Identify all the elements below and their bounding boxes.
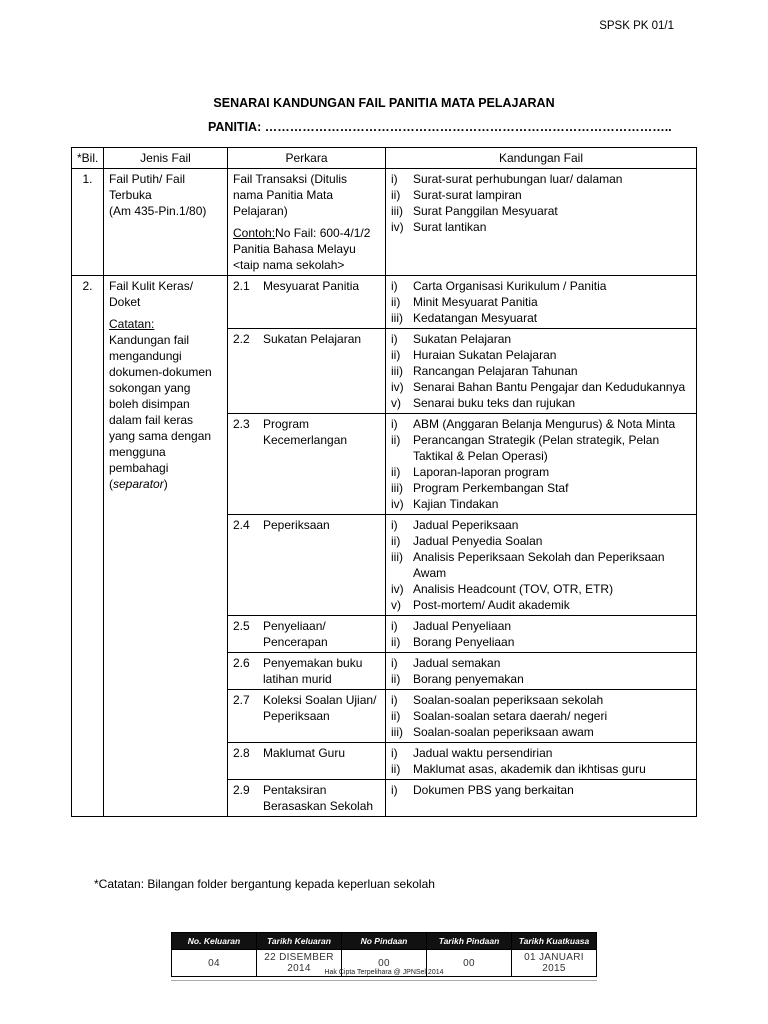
item-text: Jadual Peperiksaan: [413, 518, 519, 532]
list-item: [391, 708, 691, 724]
list-item: [391, 724, 691, 740]
item-numeral: ii): [391, 465, 401, 479]
section-number: 2.8: [233, 746, 250, 760]
row2-jenis-text: Fail Kulit Keras/ Doket: [109, 279, 194, 309]
row1-jenis: [104, 169, 228, 276]
list-item: [391, 331, 691, 347]
list-item: [391, 219, 691, 235]
item-numeral: iii): [391, 364, 403, 378]
list-item: [391, 761, 691, 777]
item-text: Senarai buku teks dan rujukan: [413, 396, 576, 410]
document-code: SPSK PK 01/1: [599, 20, 674, 32]
catatan-label: Catatan:: [109, 317, 155, 331]
item-text: Carta Organisasi Kurikulum / Panitia: [413, 279, 607, 293]
contents-table: [71, 147, 697, 817]
item-text: Huraian Sukatan Pelajaran: [413, 348, 557, 362]
section-title: Program Kecemerlangan: [263, 417, 348, 447]
row2-jenis: [104, 276, 228, 780]
section-perkara: [228, 616, 386, 653]
control-value: 04: [172, 950, 257, 977]
item-text: Perancangan Strategik (Pelan strategik, Pelan Taktikal & Pelan Operasi): [413, 433, 660, 463]
item-text: Senarai Bahan Bantu Pengajar dan Kedudukannya: [413, 380, 686, 394]
control-header: Tarikh Pindaan: [427, 933, 512, 950]
item-text: Kedatangan Mesyuarat: [413, 311, 538, 325]
item-numeral: i): [391, 417, 398, 431]
item-numeral: iv): [391, 497, 404, 511]
list-item: [391, 379, 691, 395]
item-text: Program Perkembangan Staf: [413, 481, 569, 495]
section-number: 2.9: [233, 783, 250, 797]
item-text: Post-mortem/ Audit akademik: [413, 598, 570, 612]
item-numeral: ii): [391, 295, 401, 309]
item-text: Rancangan Pelajaran Tahunan: [413, 364, 578, 378]
item-numeral: iii): [391, 550, 403, 564]
section-kandungan: [386, 743, 697, 780]
control-value: 22 DISEMBER 2014: [257, 950, 342, 977]
item-text: Jadual semakan: [413, 656, 501, 670]
section-title: Penyeliaan/ Pencerapan: [263, 619, 328, 649]
footnote: *Catatan: Bilangan folder bergantung kepada keperluan sekolah: [94, 877, 435, 891]
list-item: [391, 655, 691, 671]
item-text: Borang penyemakan: [413, 672, 524, 686]
section-title: Koleksi Soalan Ujian/ Peperiksaan: [263, 693, 377, 723]
list-item: [391, 782, 691, 798]
item-numeral: i): [391, 619, 398, 633]
header-perkara: Perkara: [228, 148, 386, 169]
item-numeral: i): [391, 693, 398, 707]
section-title: Maklumat Guru: [263, 746, 346, 760]
row1-bil: 1.: [72, 169, 104, 276]
list-item: [391, 294, 691, 310]
section-perkara: [228, 515, 386, 616]
section-kandungan: [386, 276, 697, 329]
section-title: Penyemakan buku latihan murid: [263, 656, 363, 686]
item-numeral: i): [391, 332, 398, 346]
row1-jenis-line: Fail Putih/ Fail: [109, 172, 186, 186]
section-title: Peperiksaan: [263, 518, 330, 532]
control-header: Tarikh Kuatkuasa: [512, 933, 597, 950]
section-kandungan: [386, 653, 697, 690]
item-text: Surat lantikan: [413, 220, 487, 234]
section-perkara: [228, 653, 386, 690]
item-numeral: ii): [391, 635, 401, 649]
control-value: 00: [427, 950, 512, 977]
list-item: [391, 203, 691, 219]
item-text: Soalan-soalan peperiksaan sekolah: [413, 693, 604, 707]
item-text: Jadual waktu persendirian: [413, 746, 553, 760]
list-item: [391, 581, 691, 597]
row1-contoh: [233, 225, 380, 273]
list-item: [391, 671, 691, 687]
list-item: [391, 347, 691, 363]
catatan-italic: separator: [113, 477, 164, 491]
list-item: [391, 187, 691, 203]
section-title: Sukatan Pelajaran: [263, 332, 362, 346]
item-text: Minit Mesyuarat Panitia: [413, 295, 538, 309]
item-text: Borang Penyeliaan: [413, 635, 515, 649]
item-text: Soalan-soalan setara daerah/ negeri: [413, 709, 608, 723]
header-kandungan-fail: Kandungan Fail: [386, 148, 697, 169]
list-item: [391, 480, 691, 496]
item-numeral: v): [391, 396, 401, 410]
item-numeral: ii): [391, 709, 401, 723]
table-header-row: [72, 148, 697, 169]
item-text: Analisis Headcount (TOV, OTR, ETR): [413, 582, 614, 596]
list-item: [391, 363, 691, 379]
item-text: Jadual Penyeliaan: [413, 619, 512, 633]
contoh-text: No Fail: 600-4/1/2 Panitia Bahasa Melayu <taip nama sekolah>: [233, 226, 371, 272]
panitia-line: PANITIA: ……………………………………………………………………………………..: [208, 120, 672, 134]
item-numeral: ii): [391, 672, 401, 686]
section-kandungan: [386, 690, 697, 743]
section-number: 2.2: [233, 332, 250, 346]
header-jenis-fail: Jenis Fail: [104, 148, 228, 169]
row1-perkara: [228, 169, 386, 276]
catatan-end: ): [163, 477, 168, 491]
section-kandungan: [386, 780, 697, 817]
item-text: Maklumat asas, akademik dan ikhtisas guru: [413, 762, 646, 776]
item-numeral: iii): [391, 311, 403, 325]
catatan-text: Kandungan fail mengandungi dokumen-dokumen sokongan yang boleh disimpan dalam fail keras yang sama dengan mengguna pembahagi (: [109, 333, 212, 491]
item-numeral: ii): [391, 534, 401, 548]
section-perkara: [228, 414, 386, 515]
list-item: [391, 745, 691, 761]
section-perkara: [228, 690, 386, 743]
document-title: SENARAI KANDUNGAN FAIL PANITIA MATA PELAJARAN: [213, 96, 555, 110]
empty-cell: [104, 780, 228, 817]
item-text: Surat Panggilan Mesyuarat: [413, 204, 558, 218]
list-item: [391, 432, 691, 464]
item-text: ABM (Anggaran Belanja Mengurus) & Nota Minta: [413, 417, 676, 431]
item-numeral: iii): [391, 725, 403, 739]
list-item: [391, 496, 691, 512]
row1-jenis-line: Terbuka: [109, 188, 152, 202]
table-row: [72, 276, 697, 329]
empty-cell: [72, 780, 104, 817]
list-item: [391, 597, 691, 613]
list-item: [391, 464, 691, 480]
item-numeral: i): [391, 172, 398, 186]
item-numeral: v): [391, 598, 401, 612]
section-perkara: [228, 780, 386, 817]
list-item: [391, 310, 691, 326]
section-perkara: [228, 329, 386, 414]
control-header: No Pindaan: [342, 933, 427, 950]
section-perkara: [228, 276, 386, 329]
item-text: Soalan-soalan peperiksaan awam: [413, 725, 594, 739]
item-text: Analisis Peperiksaan Sekolah dan Peperiksaan Awam: [413, 550, 665, 580]
control-header: No. Keluaran: [172, 933, 257, 950]
list-item: [391, 171, 691, 187]
item-numeral: i): [391, 279, 398, 293]
header-bil: *Bil.: [72, 148, 104, 169]
section-title: Pentaksiran Berasaskan Sekolah: [263, 783, 374, 813]
section-number: 2.5: [233, 619, 250, 633]
control-value: 00: [342, 950, 427, 977]
row2-bil: 2.: [72, 276, 104, 780]
item-numeral: iii): [391, 204, 403, 218]
section-kandungan: [386, 616, 697, 653]
section-kandungan: [386, 329, 697, 414]
list-item: [391, 549, 691, 581]
item-numeral: i): [391, 746, 398, 760]
control-header-row: [172, 933, 597, 950]
item-text: Surat-surat lampiran: [413, 188, 522, 202]
table-row: [72, 169, 697, 276]
item-numeral: iv): [391, 582, 404, 596]
control-value: 01 JANUARI 2015: [512, 950, 597, 977]
item-text: Surat-surat perhubungan luar/ dalaman: [413, 172, 623, 186]
row1-perkara-text: Fail Transaksi (Ditulis nama Panitia Mata Pelajaran): [233, 172, 348, 218]
table-row: [72, 780, 697, 817]
section-kandungan: [386, 515, 697, 616]
contoh-label: Contoh:: [233, 226, 276, 240]
section-number: 2.3: [233, 417, 250, 431]
list-item: [391, 692, 691, 708]
list-item: [391, 278, 691, 294]
item-text: Jadual Penyedia Soalan: [413, 534, 543, 548]
item-text: Dokumen PBS yang berkaitan: [413, 783, 574, 797]
row1-kandungan: [386, 169, 697, 276]
item-text: Sukatan Pelajaran: [413, 332, 512, 346]
section-number: 2.6: [233, 656, 250, 670]
list-item: [391, 533, 691, 549]
item-numeral: i): [391, 656, 398, 670]
section-kandungan: [386, 414, 697, 515]
section-number: 2.7: [233, 693, 250, 707]
list-item: [391, 416, 691, 432]
item-text: Laporan-laporan program: [413, 465, 550, 479]
item-numeral: iii): [391, 481, 403, 495]
item-numeral: ii): [391, 433, 401, 447]
list-item: [391, 618, 691, 634]
item-numeral: ii): [391, 188, 401, 202]
catatan-body: [109, 332, 222, 492]
control-header: Tarikh Keluaran: [257, 933, 342, 950]
row1-jenis-line: (Am 435-Pin.1/80): [109, 204, 207, 218]
section-title: Mesyuarat Panitia: [263, 279, 360, 293]
item-numeral: ii): [391, 348, 401, 362]
item-text: Kajian Tindakan: [413, 497, 499, 511]
section-number: 2.1: [233, 279, 250, 293]
item-numeral: ii): [391, 762, 401, 776]
item-numeral: i): [391, 518, 398, 532]
item-numeral: i): [391, 783, 398, 797]
copyright: Hak Cipta Terpelihara @ JPNSel 2014: [324, 969, 444, 976]
item-numeral: iv): [391, 380, 404, 394]
list-item: [391, 517, 691, 533]
copyright-divider: [171, 980, 597, 981]
item-numeral: iv): [391, 220, 404, 234]
list-item: [391, 395, 691, 411]
section-number: 2.4: [233, 518, 250, 532]
list-item: [391, 634, 691, 650]
section-perkara: [228, 743, 386, 780]
